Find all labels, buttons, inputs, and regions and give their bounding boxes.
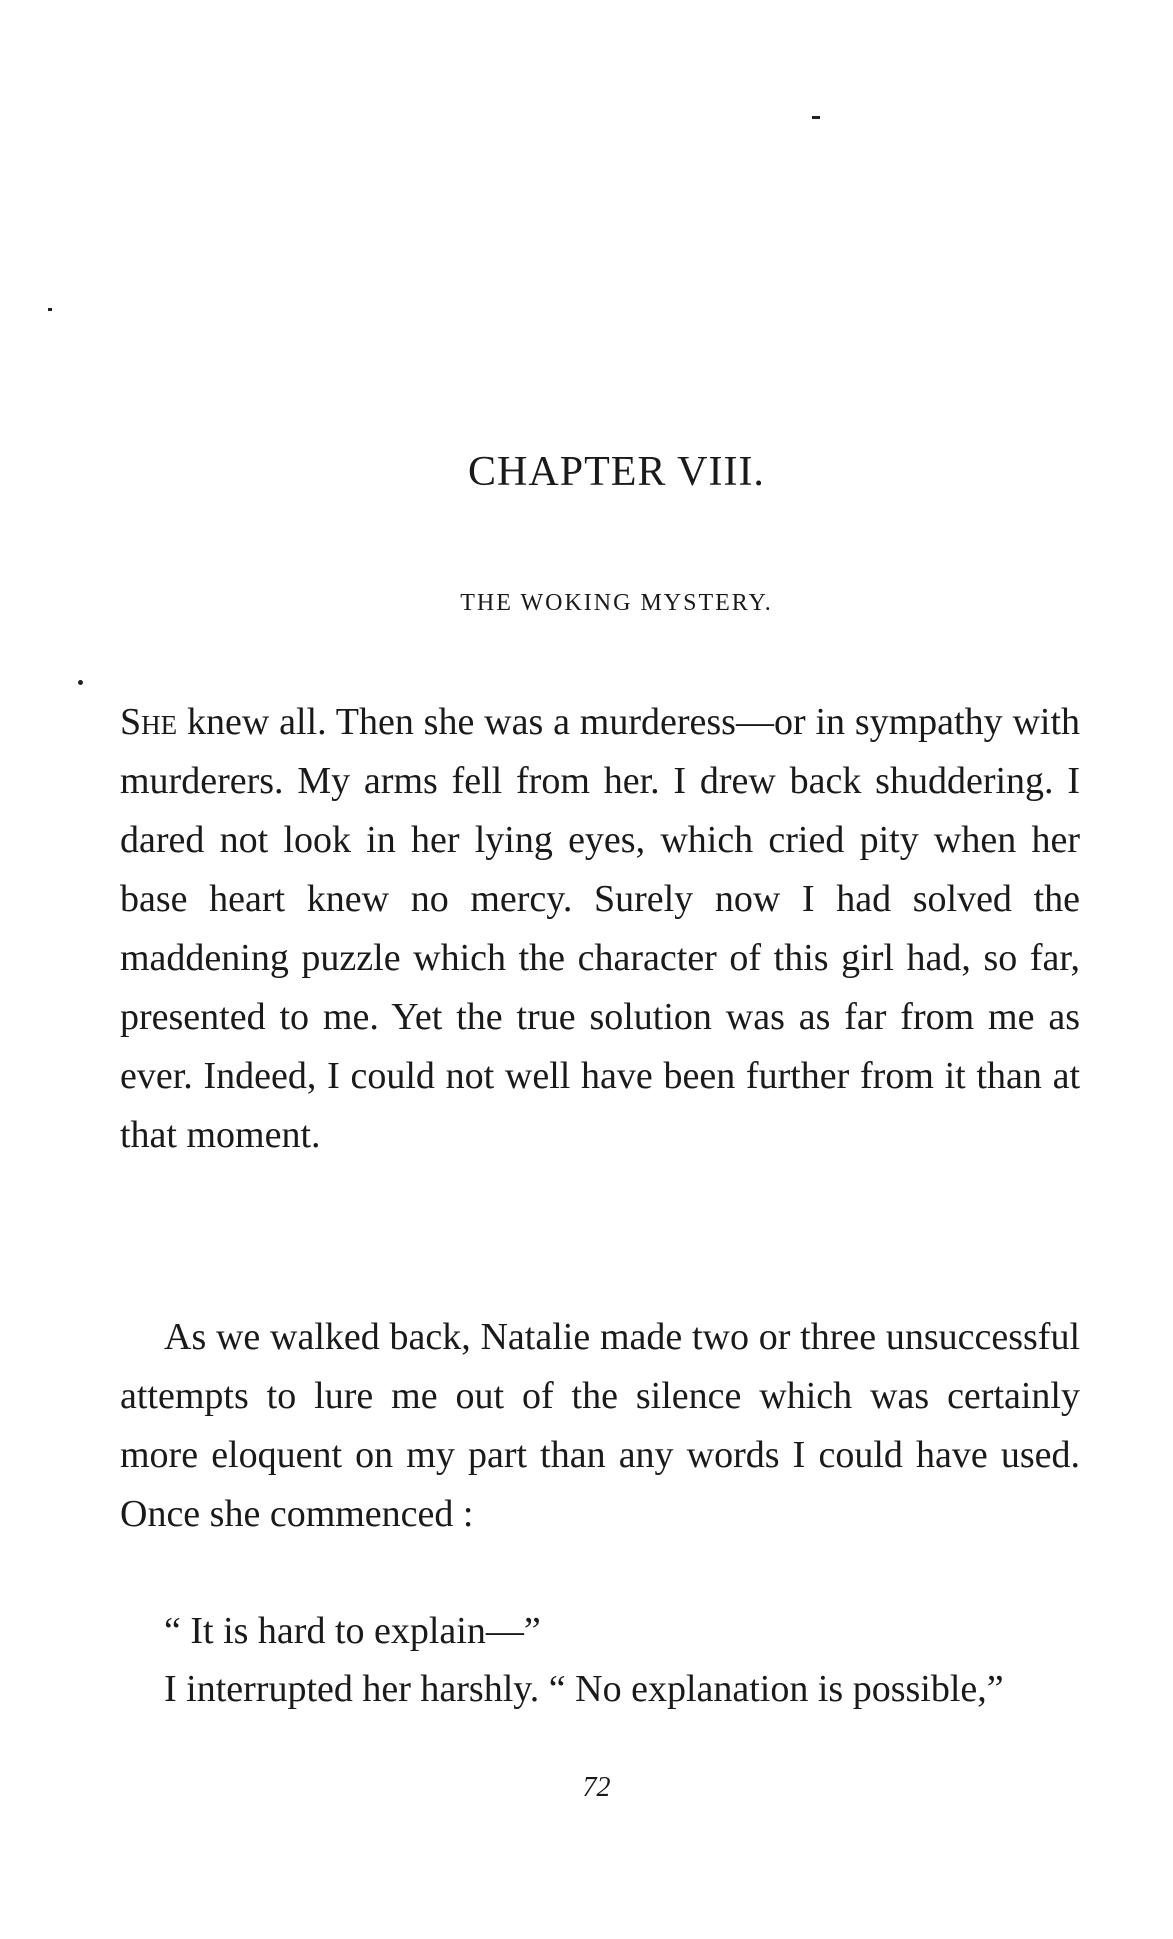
- chapter-subtitle: THE WOKING MYSTERY.: [460, 590, 773, 616]
- paragraph-1: [120, 693, 1080, 1165]
- chapter-title: CHAPTER VIII.: [468, 449, 765, 495]
- scan-speck: [812, 116, 820, 119]
- paragraph-1-text: knew all. Then she was a murderess—or in sympathy with murderers. My arms fell from her. I drew back shuddering. I dared not look in her lying eyes, which cried pity when her base heart knew no mercy. Surely now I had solved the maddening puzzle which the character of this girl had, so far, presented to me. Yet the true solution was as far from me as ever. Indeed, I could not well have been further from it than at that moment.: [120, 701, 1080, 1156]
- paragraph-3-text: “ It is hard to explain—”: [164, 1610, 541, 1652]
- paragraph-2: [120, 1308, 1080, 1544]
- scan-speck: [48, 308, 52, 311]
- drop-word: She: [120, 701, 178, 743]
- paragraph-3: [120, 1602, 1080, 1661]
- paragraph-4-text: I interrupted her harshly. “ No explanation is possible,”: [164, 1668, 1004, 1710]
- scan-speck: [78, 680, 83, 685]
- paragraph-4: [120, 1660, 1080, 1719]
- page-number: 72: [582, 1772, 611, 1803]
- paragraph-2-text: As we walked back, Natalie made two or three unsuccessful attempts to lure me out of the silence which was certainly more eloquent on my part than any words I could have used. Once she commenced :: [120, 1316, 1080, 1535]
